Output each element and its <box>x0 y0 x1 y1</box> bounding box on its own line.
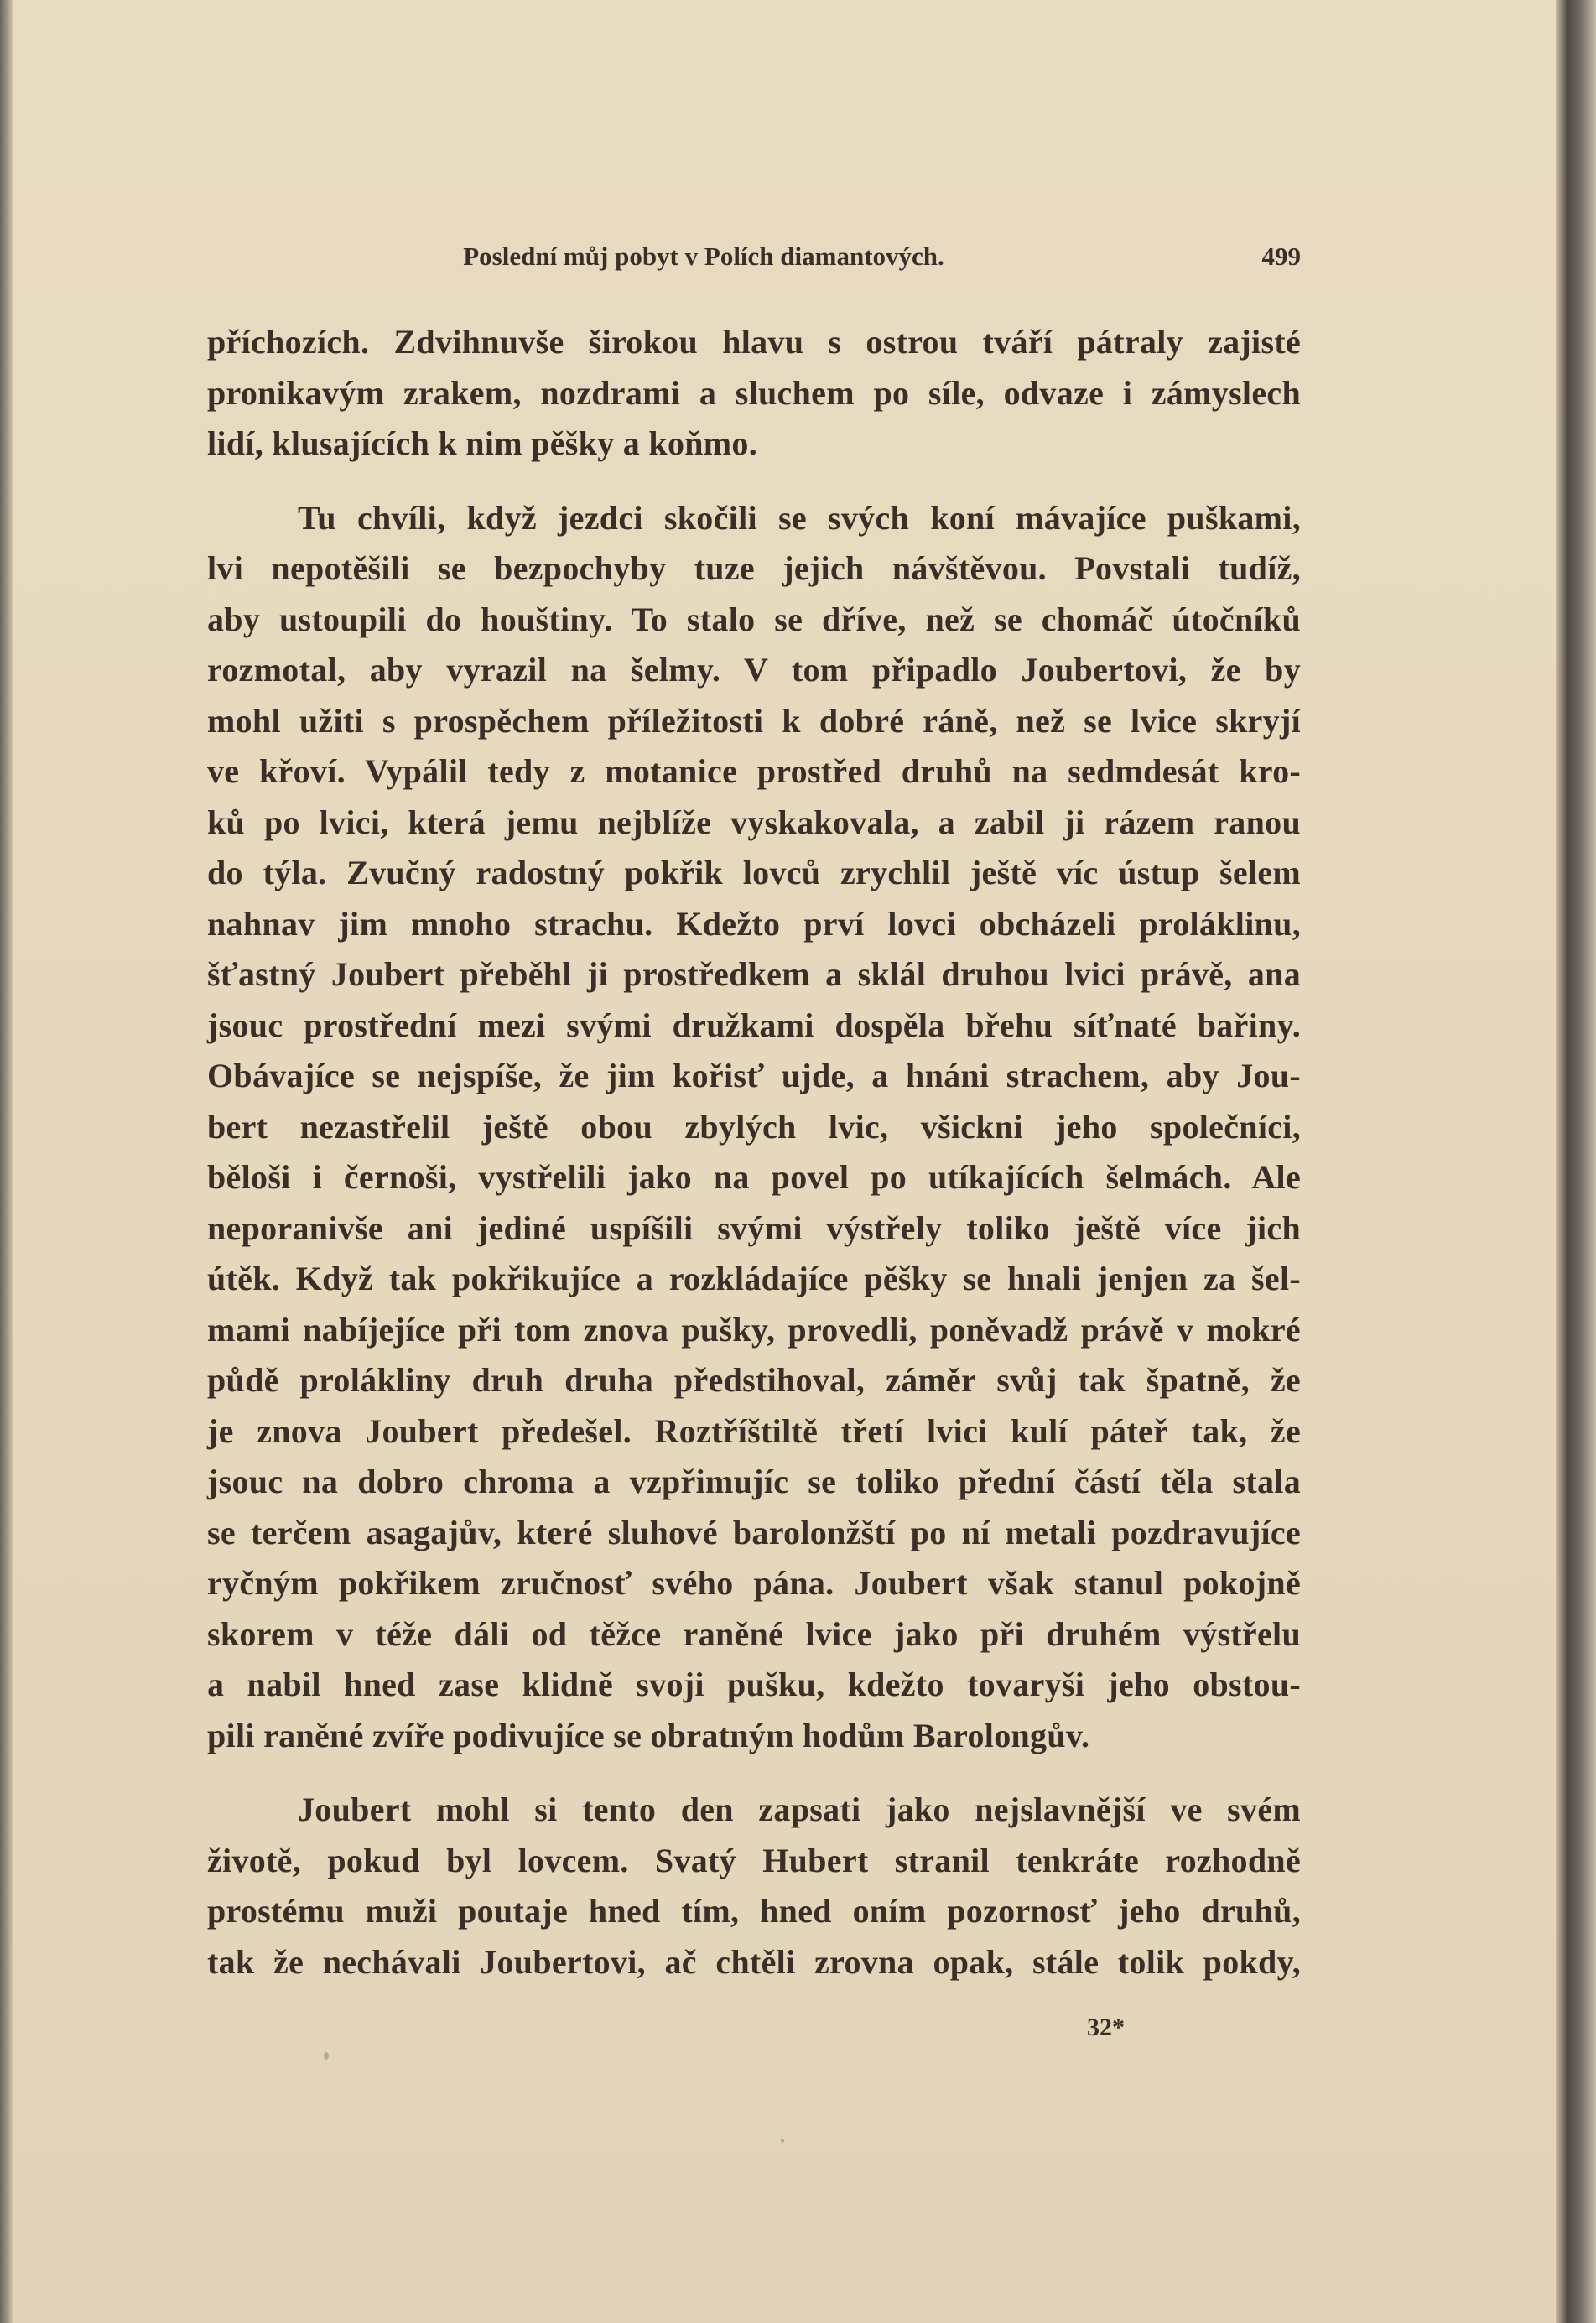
text-line: se terčem asagajův, které sluhové barolonžští po ní metali pozdravujíce <box>207 1513 1301 1551</box>
ink-speck <box>781 2139 784 2143</box>
text-line: rozmotal, aby vyrazil na šelmy. V tom připadlo Joubertovi, že by <box>207 651 1301 689</box>
page-edge-right <box>1556 0 1596 2323</box>
text-line: půdě prolákliny druh druha předstihoval, záměr svůj tak špatně, že <box>207 1361 1301 1399</box>
text-line: neporanivše ani jediné uspíšili svými výstřely toliko ještě více jich <box>207 1208 1301 1247</box>
body-text <box>207 317 1301 1988</box>
text-line: aby ustoupili do houštiny. To stalo se dříve, než se chomáč útočníků <box>207 600 1301 638</box>
ink-speck <box>324 2052 329 2060</box>
page-edge-left <box>0 0 13 2323</box>
text-line: mami nabíjejíce při tom znova pušky, provedli, poněvadž právě v mokré <box>207 1310 1301 1349</box>
text-line: skorem v téže dáli od těžce raněné lvice jako při druhém výstřelu <box>207 1614 1301 1653</box>
running-title: Poslední můj pobyt v Polích diamantových. <box>463 242 944 271</box>
text-line: Obávajíce se nejspíše, že jim kořisť ujde, a hnáni strachem, aby Jou- <box>207 1057 1301 1094</box>
text-line: jsouc na dobro chroma a vzpřimujíc se toliko přední částí těla stala <box>207 1463 1301 1500</box>
text-line: lidí, klusajících k nim pěšky a koňmo. <box>207 424 758 462</box>
text-line: je znova Joubert předešel. Roztříštiltě třetí lvici kulí páteř tak, že <box>207 1411 1301 1450</box>
text-line: příchozích. Zdvihnuvše širokou hlavu s ostrou tváří pátraly zajisté <box>207 323 1301 361</box>
paragraph-gap <box>207 470 1301 493</box>
text-line: běloši i černoši, vystřelili jako na povel po utíkajících šelmách. Ale <box>207 1158 1301 1196</box>
text-line: ve křoví. Vypálil tedy z motanice prostřed druhů na sedmdesát kro- <box>207 752 1301 790</box>
text-line: životě, pokud byl lovcem. Svatý Hubert stranil tenkráte rozhodně <box>207 1841 1301 1879</box>
paragraph <box>207 1785 1301 1988</box>
text-line: a nabil hned zase klidně svoji pušku, kdežto tovaryši jeho obstou- <box>207 1666 1301 1703</box>
text-line: ků po lvici, která jemu nejblíže vyskakovala, a zabil ji rázem ranou <box>207 803 1301 841</box>
text-line: Joubert mohl si tento den zapsati jako nejslavnější ve svém <box>298 1790 1301 1828</box>
text-line: lvi nepotěšili se bezpochyby tuze jejich návštěvou. Povstali tudíž, <box>207 549 1301 587</box>
text-line: bert nezastřelil ještě obou zbylých lvic, všickni jeho společníci, <box>207 1107 1301 1146</box>
page-number: 499 <box>1261 242 1301 271</box>
text-line: Tu chvíli, když jezdci skočili se svých koní mávajíce puškami, <box>298 498 1301 537</box>
paragraph <box>207 493 1301 1762</box>
signature-mark: 32* <box>1087 2014 1125 2041</box>
text-line: tak že nechávali Joubertovi, ač chtěli zrovna opak, stále tolik pokdy, <box>207 1942 1301 1981</box>
text-line: do týla. Zvučný radostný pokřik lovců zrychlil ještě víc ústup šelem <box>207 854 1301 891</box>
text-line: prostému muži poutaje hned tím, hned oním pozornosť jeho druhů, <box>207 1892 1301 1930</box>
text-line: jsouc prostřední mezi svými družkami dospěla břehu síťnaté bařiny. <box>207 1006 1301 1044</box>
text-line: pronikavým zrakem, nozdrami a sluchem po síle, odvaze i zámyslech <box>207 373 1301 412</box>
paragraph <box>207 317 1301 470</box>
text-line: pili raněné zvíře podivujíce se obratným hodům Barolongův. <box>207 1716 1090 1754</box>
text-line: ryčným pokřikem zručnosť svého pána. Joubert však stanul pokojně <box>207 1564 1301 1602</box>
running-header <box>207 242 1301 275</box>
text-line: útěk. Když tak pokřikujíce a rozkládajíce pěšky se hnali jenjen za šel- <box>207 1260 1301 1297</box>
text-line: šťastný Joubert přeběhl ji prostředkem a sklál druhou lvici právě, ana <box>207 955 1301 993</box>
text-line: nahnav jim mnoho strachu. Kdežto prví lovci obcházeli proláklinu, <box>207 904 1301 943</box>
paragraph-gap <box>207 1761 1301 1785</box>
text-line: mohl užiti s prospěchem příležitosti k dobré ráně, než se lvice skryjí <box>207 701 1301 740</box>
